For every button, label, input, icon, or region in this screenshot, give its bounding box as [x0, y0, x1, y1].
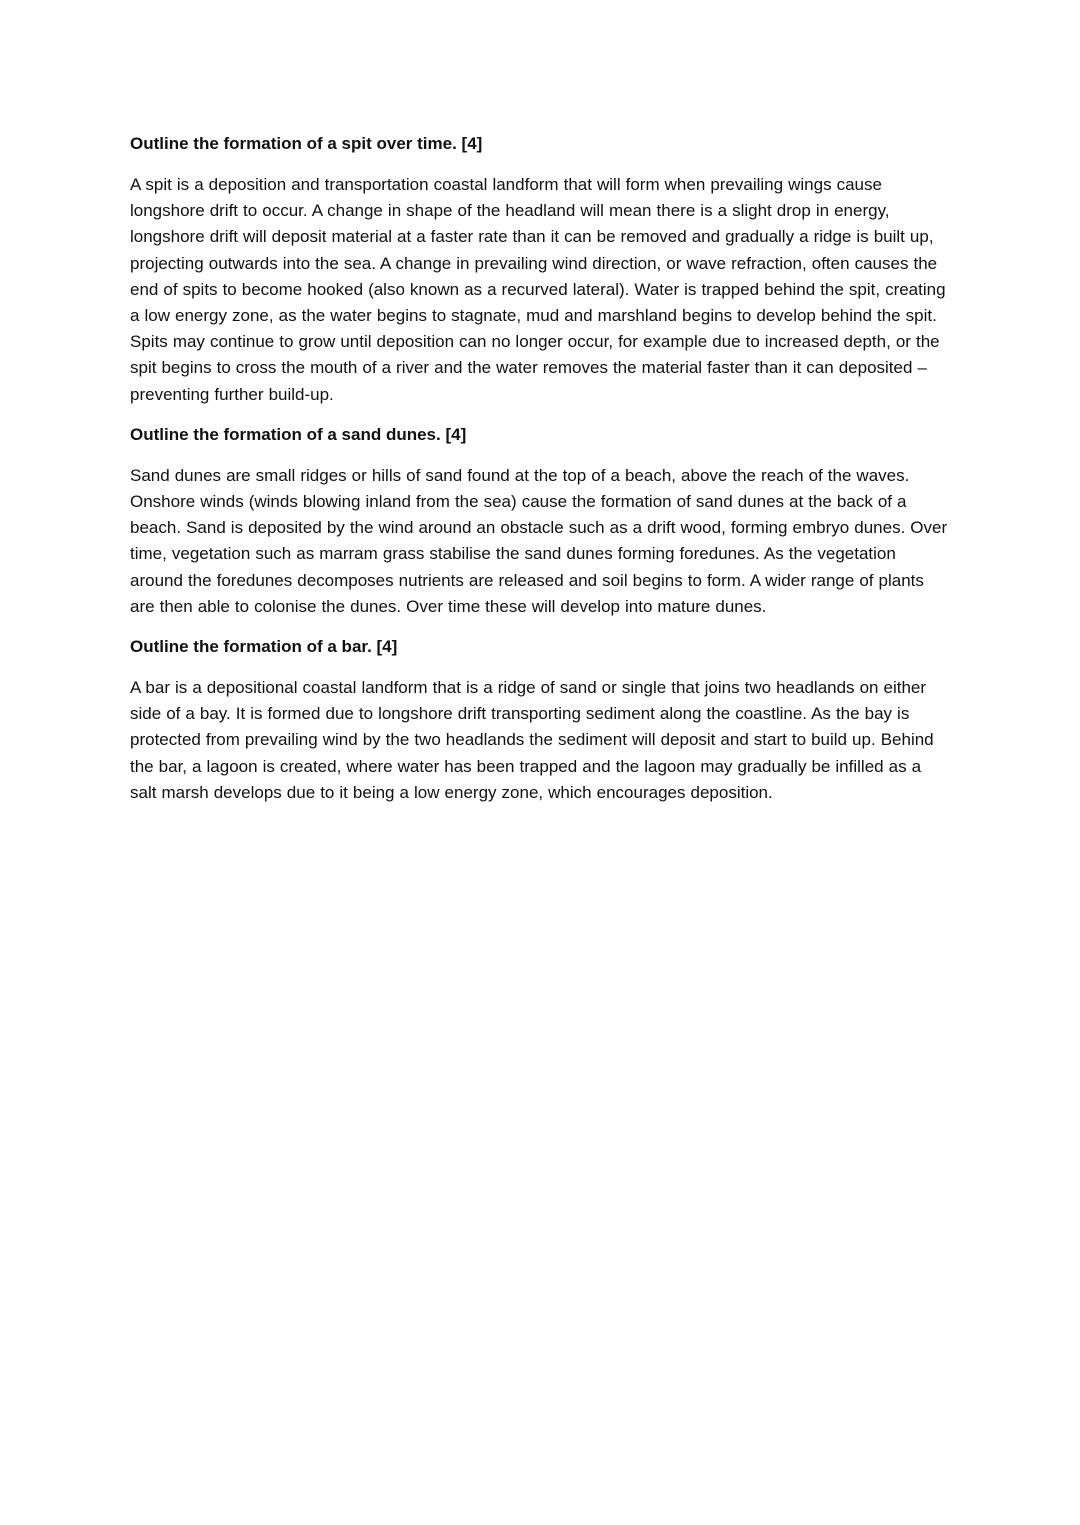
spit-section [130, 131, 952, 408]
sand-dunes-answer-paragraph: Sand dunes are small ridges or hills of sand found at the top of a beach, above the reach of the waves. Onshore winds (winds blowing inland from the sea) cause the formation of sand dunes at the back of a beach. Sand is deposited by the wind around an obstacle such as a drift wood, forming embryo dunes. Over time, vegetation such as marram grass stabilise the sand dunes forming foredunes. As the vegetation around the foredunes decomposes nutrients are released and soil begins to form. A wider range of plants are then able to colonise the dunes. Over time these will develop into mature dunes. [130, 465, 948, 616]
bar-answer-paragraph: A bar is a depositional coastal landform that is a ridge of sand or single that joins two headlands on either side of a bay. It is formed due to longshore drift transporting sediment along the coastline. As the bay is protected from prevailing wind by the two headlands the sediment will deposit and start to build up. Behind the bar, a lagoon is created, where water has been trapped and the lagoon may gradually be infilled as a salt marsh develops due to it being a low energy zone, which encourages deposition. [130, 678, 934, 802]
document-page [130, 131, 952, 820]
sand-dunes-question-heading: Outline the formation of a sand dunes. [4] [130, 424, 467, 444]
spit-question-heading: Outline the formation of a spit over time. [4] [130, 134, 483, 153]
bar-section [130, 634, 952, 806]
bar-question-heading: Outline the formation of a bar. [4] [130, 637, 398, 657]
spit-answer-paragraph: A spit is a deposition and transportation coastal landform that will form when prevailing wings cause longshore drift to occur. A change in shape of the headland will mean there is a slight drop in energy, longshore drift will deposit material at a faster rate than it can be removed and gradually a ridge is built up, projecting outwards into the sea. A change in prevailing wind direction, or wave refraction, often causes the end of spits to become hooked (also known as a recurved lateral). Water is trapped behind the spit, creating a low energy zone, as the water begins to stagnate, mud and marshland begins to develop behind the spit. Spits may continue to grow until deposition can no longer occur, for example due to increased depth, or the spit begins to cross the mouth of a river and the water removes the material faster than it can deposited – preventing further build-up. [130, 175, 946, 404]
sand-dunes-section [130, 422, 952, 620]
